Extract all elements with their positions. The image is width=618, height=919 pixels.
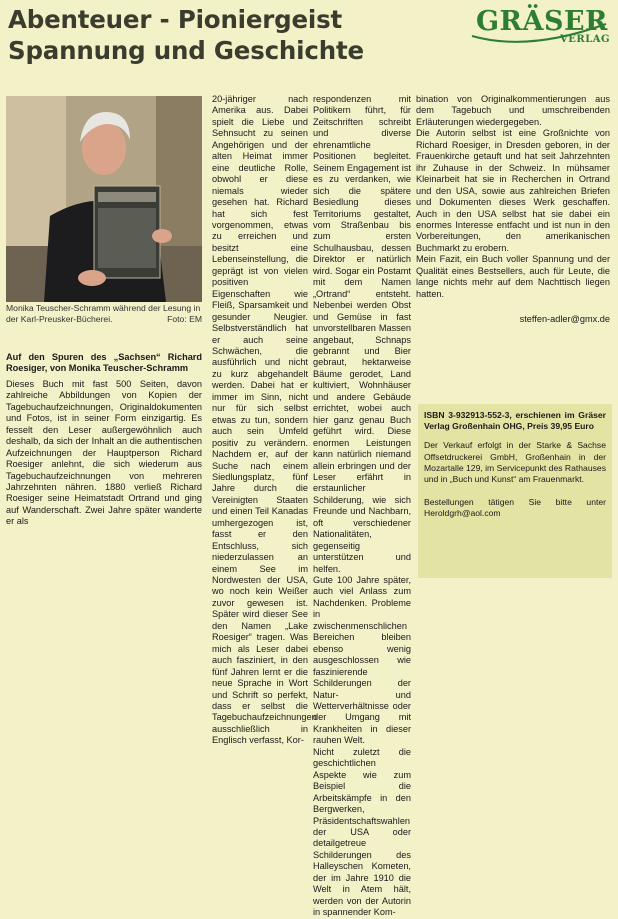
page-title (8, 4, 448, 66)
column-4-text-2: Die Autorin selbst ist eine Großnichte von Richard Roesiger, in Dresden geboren, in der Frauenkirche getauft und hat seit Jahrzehnten ihr Zuhause in der Schweiz. In mühsamer Kleinarbeit hat sie in Recherchen in Ortrand und den USA, sowie aus zahlreichen Briefen und Dokumenten dieses Werk geschaffen. Auch in den USA selbst hat sie dabei ein enormes Interesse entfacht und ist nun in den Vorbereitungen, den amerikanischen Buchmarkt zu erobern. (416, 128, 610, 253)
title-line-2: Spannung und Geschichte (8, 36, 364, 65)
column-2 (212, 94, 317, 747)
column-3-text-3: Nicht zuletzt die geschichtlichen Aspekte wie zum Beispiel die Arbeitskämpfe in den Bergwerken, Präsidentschaftswahlen der USA oder detailgetreue Schilderungen des Halleyschen Kometen, der im Jahre 1910 die Welt in Atem hält, werden von der Autorin in spannender Kom- (313, 746, 411, 918)
photo-caption (6, 303, 202, 325)
contact-info: Bestellungen tätigen Sie bitte unter Heroldgrh@aol.com (424, 497, 606, 519)
author-email[interactable]: steffen-adler@gmx.de (519, 314, 610, 325)
column-3-text-1: respondenzen mit Politikern führt, für Zeitschriften schreibt und diverse ehrenamtliche Positionen begleitet. Seinem Engagement ist es zu verdanken, wie sich die spätere Besiedlung dieses Territoriums gestaltet, vom Straßenbau bis zum ersten Schulhausbau, dessen Direktor er natürlich wird. Sogar ein Postamt mit dem Namen „Ortrand“ entsteht. Nebenbei werden Obst und Gemüse in fast unvorstellbaren Massen angebaut, Schnaps gebrannt und Bier gebraut, hektarweise Bäume gerodet, Land kultiviert, Wohnhäuser und andere Gebäude errichtet, wobei auch hier ganz genau Buch geführt wird. Diese enormen Leistungen kann natürlich niemand allein erbringen und der Leser erfährt in erstaunlicher Schilderung, wie sich Freunde und Nachbarn, oft verschiedener Nationalitäten, gegenseitig unterstützen und helfen. (313, 94, 411, 574)
logo-subtitle: VERLAG (560, 34, 611, 45)
column-4-text-1: bination von Originalkommentierungen aus dem Tagebuch und umschreibenden Erläuterungen wiedergegeben. (416, 94, 610, 127)
column-1-text: Dieses Buch mit fast 500 Seiten, davon zahlreiche Abbildungen von Kopien der Tagebuchaufzeichnungen, Originaldokumenten und Fotos, ist in seiner Form einzigartig. Es fesselt den Leser außergewöhnlich auch deshalb, da sich der Inhalt an die authentischen Aufzeichnungen der Hauptperson Richard Roesiger anlehnt, die sich wiederum aus Tagebuchaufzeichnungen von mehreren Jahrzehnten nähren. 1880 verließ Richard Roesiger seine Heimatstadt Ortrand und ging auf Wanderschaft. Zwei Jahre später wanderte er als (6, 378, 202, 527)
book-info-box (418, 404, 612, 578)
column-2-text: 20-jähriger nach Amerika aus. Dabei spielt die Liebe und Sehnsucht zu seinen Angehörigen und der alten Heimat immer eine deutliche Rolle, obwohl er diese niemals wieder gesehen hat. Richard hat sich fest vorgenommen, etwas zu erreichen und besitzt eine Lebenseinstellung, die geprägt ist von vielen positiven Eigenschaften wie Fleiß, Sparsamkeit und gesunder Neugier. Selbstverständlich hat er auch seine Schwächen, die ausführlich und nicht zu kurz abgehandelt werden. Dabei hat er immer im Sinn, nicht nur für sich selbst etwas zu tun, sondern auch sein Umfeld positiv zu verändern. Nachdem er, auf der Suche nach einem Siedlungsplatz, fünf Jahre durch die Vereinigten Staaten und einen Teil Kanadas umhergezogen ist, fasst er den Entschluss, sich niederzulassen an einem See im Nordwesten der USA, wo noch kein Weißer zuvor gewesen ist. Später wird dieser See den Namen „Lake Roesiger“ tragen. Was mich als Leser dabei auch fasziniert, in den fünf Jahren lernt er die neue Sprache in Wort und Schrift so perfekt, dass er selbst die Tagebuchaufzeichnungen ausschließlich in Englisch verfasst, Kor- (212, 94, 317, 746)
column-4 (416, 94, 610, 326)
caption-text: Monika Teuscher-Schramm während der Lesung in der Karl-Preusker-Bücherei. (6, 303, 201, 324)
photo-credit: Foto: EM (167, 314, 202, 324)
column-3 (313, 94, 411, 919)
author-photo (6, 96, 202, 302)
graeser-verlag-logo (468, 6, 610, 50)
column-4-text-3: Mein Fazit, ein Buch voller Spannung und der Qualität eines Bestsellers, auch für Leute, die lange nichts mehr auf dem Nachttisch liegen hatten. (416, 254, 610, 299)
column-1 (6, 352, 202, 528)
isbn-info: ISBN 3-932913-552-3, erschienen im Gräser Verlag Großenhain OHG, Preis 39,95 Euro (424, 410, 606, 432)
column-3-text-2: Gute 100 Jahre später, auch viel Anlass zum Nachdenken. Probleme in zwischenmenschlichen Bereichen bleiben ebenso wenig ausgeschlossen wie faszinierende Schilderungen der Natur- und Wetterverhältnisse oder der Umgang mit Krankheiten in dieser rauhen Welt. (313, 575, 411, 746)
order-info: Der Verkauf erfolgt in der Starke & Sachse Offsetdruckerei GmbH, Großenhain in der Mozartalle 129, im Servicepunkt des Rathauses und in „Buch und Kunst“ am Frauenmarkt. (424, 440, 606, 485)
article-subhead: Auf den Spuren des „Sachsen“ Richard Roesiger, von Monika Teuscher-Schramm (6, 352, 202, 374)
logo-name: GRÄSER (476, 6, 608, 37)
author-photo-image (6, 96, 202, 302)
title-line-1: Abenteuer - Pioniergeist (8, 5, 343, 34)
